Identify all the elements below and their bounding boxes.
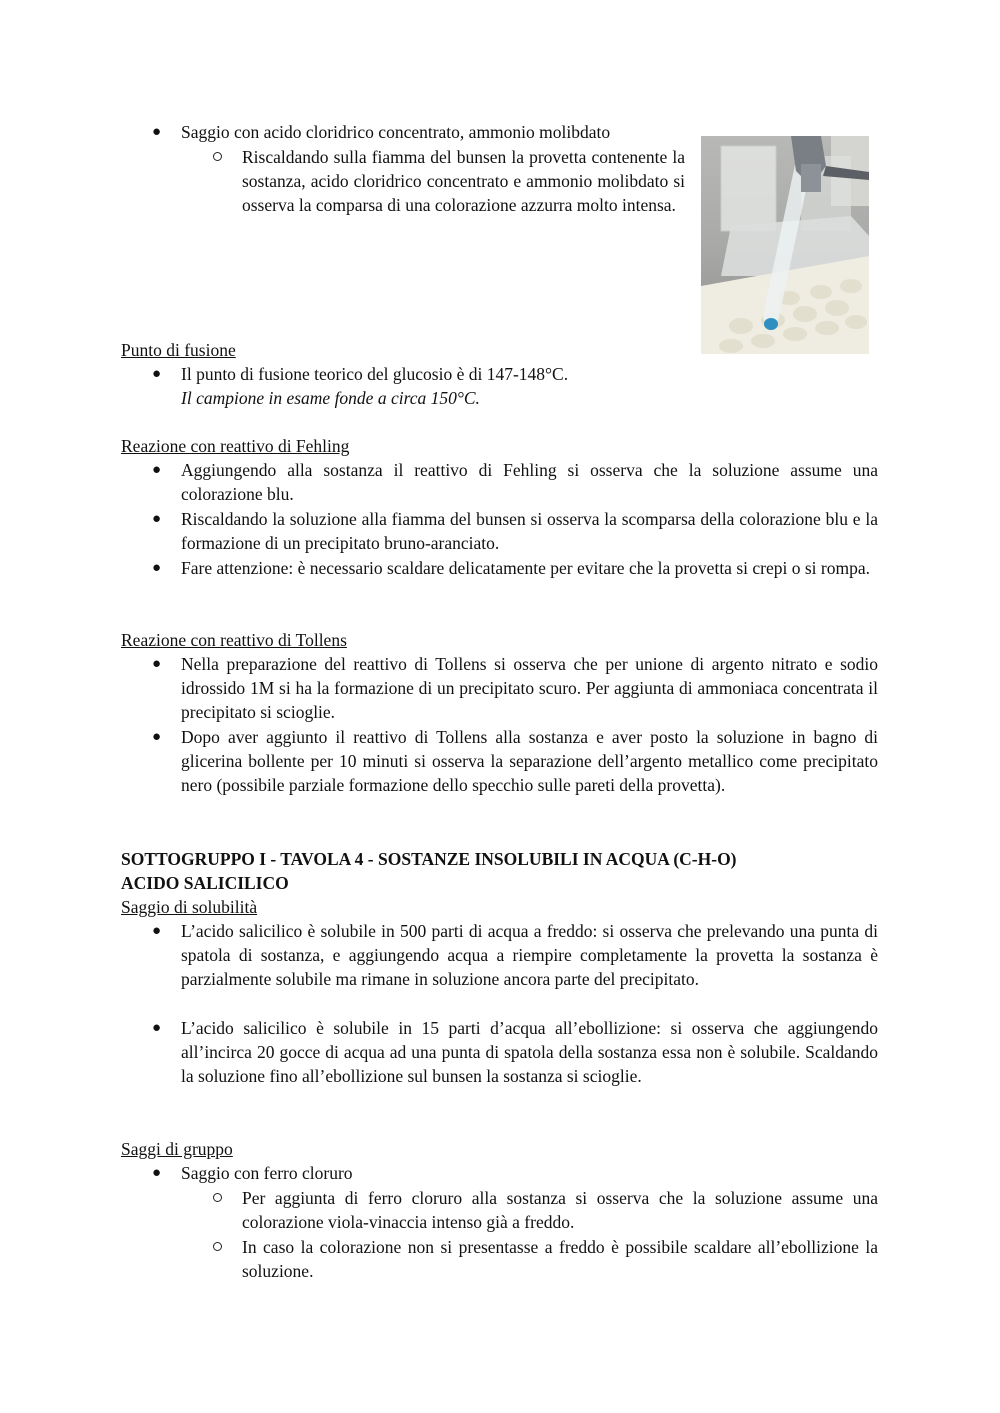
section-heading-gruppo: Saggi di gruppo	[121, 1139, 233, 1159]
bullet-marker: ●	[152, 124, 162, 140]
solubilita-item: L’acido salicilico è solubile in 500 parti di acqua a freddo: si osserva che prelevando una punta di spatola di sostanza, e aggiungendo acqua a riempire completamente la provetta la sostanza è parzialmente solubile ma rimane in soluzione ancora parte del precipitato.	[181, 921, 878, 989]
fehling-item: Riscaldando la soluzione alla fiamma del bunsen si osserva la scomparsa della colorazione blu e la formazione di un precipitato bruno-aranciato.	[181, 509, 878, 553]
bullet-marker: ●	[152, 511, 162, 527]
bullet-marker: ●	[152, 1020, 162, 1036]
fusione-bullet: Il punto di fusione teorico del glucosio è di 147-148°C.	[181, 364, 569, 384]
tollens-item: Nella preparazione del reattivo di Tollens si osserva che per unione di argento nitrato e sodio idrossido 1M si ha la formazione di un precipitato scuro. Per aggiunta di ammoniaca concentrata il precipitato si scioglie.	[181, 654, 878, 722]
bullet-marker: ●	[152, 366, 162, 382]
substance-title: ACIDO SALICILICO	[121, 873, 289, 893]
sottogruppo-title: SOTTOGRUPPO I - TAVOLA 4 - SOSTANZE INSOLUBILI IN ACQUA (C-H-O)	[121, 849, 737, 869]
gruppo-sub-item: Per aggiunta di ferro cloruro alla sostanza si osserva che la soluzione assume una colorazione viola-vinaccia intenso già a freddo.	[242, 1188, 878, 1232]
fusione-italic-note: Il campione in esame fonde a circa 150°C.	[181, 388, 480, 408]
bullet-marker: ●	[152, 1165, 162, 1181]
sub-bullet-marker	[213, 152, 222, 161]
section-heading-fusione: Punto di fusione	[121, 340, 236, 360]
section-heading-fehling: Reazione con reattivo di Fehling	[121, 436, 350, 456]
bullet-marker: ●	[152, 923, 162, 939]
sub-bullet-marker	[213, 1193, 222, 1202]
bullet-marker: ●	[152, 462, 162, 478]
bullet-marker: ●	[152, 656, 162, 672]
fehling-item: Fare attenzione: è necessario scaldare delicatamente per evitare che la provetta si crepi o si rompa.	[181, 558, 870, 578]
gruppo-sub-item: In caso la colorazione non si presentasse a freddo è possibile scaldare all’ebollizione la soluzione.	[242, 1237, 878, 1281]
gruppo-bullet: Saggio con ferro cloruro	[181, 1163, 353, 1183]
bullet-marker: ●	[152, 729, 162, 745]
molibdato-sub: Riscaldando sulla fiamma del bunsen la provetta contenente la sostanza, acido cloridrico concentrato e ammonio molibdato si osserva la comparsa di una colorazione azzurra molto intensa.	[242, 147, 685, 215]
solubilita-item: L’acido salicilico è solubile in 15 parti d’acqua all’ebollizione: si osserva che aggiungendo all’incirca 20 gocce di acqua ad una punta di spatola della sostanza essa non è solubile. Scaldando la soluzione fino all’ebollizione sul bunsen la sostanza si scioglie.	[181, 1018, 878, 1086]
sub-bullet-marker	[213, 1242, 222, 1251]
section-heading-tollens: Reazione con reattivo di Tollens	[121, 630, 347, 650]
fehling-item: Aggiungendo alla sostanza il reattivo di Fehling si osserva che la soluzione assume una colorazione blu.	[181, 460, 878, 504]
bullet-marker: ●	[152, 560, 162, 576]
test-tube-photo	[701, 136, 869, 354]
test-tube-photo-icon	[701, 136, 869, 354]
section-heading-solubilita: Saggio di solubilità	[121, 897, 258, 917]
molibdato-bullet: Saggio con acido cloridrico concentrato, ammonio molibdato	[181, 122, 611, 142]
tollens-item: Dopo aver aggiunto il reattivo di Tollens alla sostanza e aver posto la soluzione in bagno di glicerina bollente per 10 minuti si osserva la separazione dell’argento metallico come precipitato nero (possibile parziale formazione dello specchio sulle pareti della provetta).	[181, 727, 878, 795]
